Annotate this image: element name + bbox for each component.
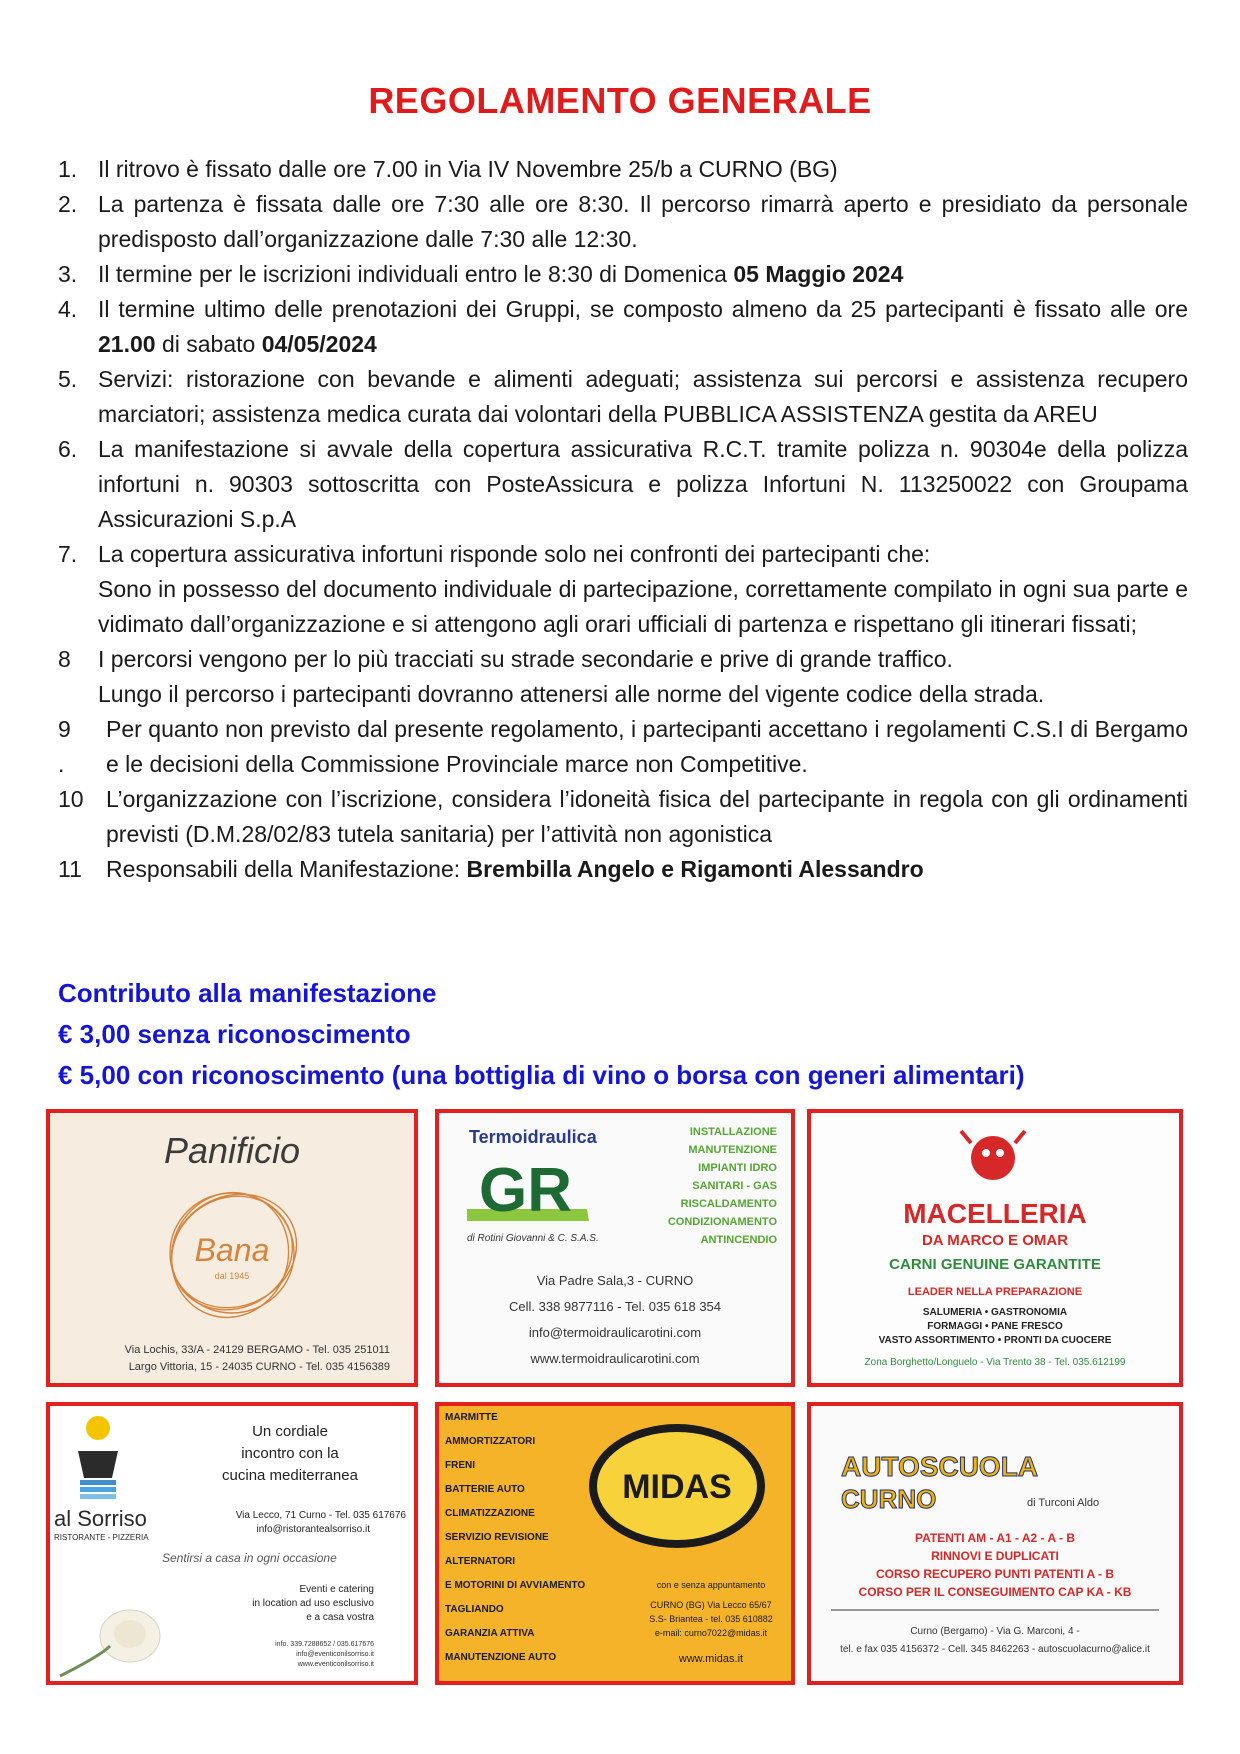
sorriso-info-web: www.eventiconilsorriso.it <box>297 1661 374 1668</box>
rule-text: Il ritrovo è fissato dalle ore 7.00 in Via IV Novembre 25/b a CURNO (BG) <box>98 156 838 182</box>
macelleria-owners: DA MARCO E OMAR <box>921 1232 1069 1249</box>
rule-item <box>58 782 1188 852</box>
termo-service: INSTALLAZIONE <box>689 1126 777 1138</box>
panificio-address-2: Largo Vittoria, 15 - 24035 CURNO - Tel. 035 4156389 <box>128 1361 390 1373</box>
sorriso-events-2: in location ad uso esclusivo <box>252 1598 374 1609</box>
termo-service: MANUTENZIONE <box>688 1144 777 1156</box>
autoscuola-licenses: PATENTI AM - A1 - A2 - A - B <box>915 1531 1075 1545</box>
midas-service: SERVIZIO REVISIONE <box>445 1532 549 1543</box>
rule-item <box>58 187 1188 257</box>
midas-service: BATTERIE AUTO <box>445 1484 525 1495</box>
macelleria-artwork <box>811 1113 1179 1383</box>
rule-number: 9 <box>58 716 71 742</box>
autoscuola-address: Curno (Bergamo) - Via G. Marconi, 4 - <box>910 1626 1080 1637</box>
termo-service: CONDIZIONAMENTO <box>667 1216 777 1228</box>
sorriso-address: Via Lecco, 71 Curno - Tel. 035 617676 <box>235 1510 406 1521</box>
rule-item <box>58 537 1188 642</box>
sorriso-greeting-1: Un cordiale <box>252 1423 328 1440</box>
rule-item <box>58 642 1188 712</box>
midas-service: TAGLIANDO <box>445 1604 504 1615</box>
midas-service: MANUTENZIONE AUTO <box>445 1652 557 1663</box>
termo-logo: GR <box>479 1156 572 1225</box>
rule-text-bold: Brembilla Angelo e Rigamonti Alessandro <box>466 856 924 882</box>
rule-number: 4. <box>58 296 78 322</box>
sorriso-type: RISTORANTE - PIZZERIA <box>54 1533 149 1542</box>
macelleria-products-3: VASTO ASSORTIMENTO • PRONTI DA CUOCERE <box>878 1335 1112 1346</box>
termo-service: IMPIANTI IDRO <box>698 1162 777 1174</box>
ad-autoscuola <box>807 1402 1183 1685</box>
sorriso-events-3: e a casa vostra <box>306 1612 374 1623</box>
midas-email: e-mail: curno7022@midas.it <box>654 1628 768 1638</box>
midas-website: www.midas.it <box>678 1653 744 1665</box>
rule-text: Il termine per le iscrizioni individuali entro le 8:30 di Domenica <box>98 261 734 287</box>
ad-termoidraulica <box>435 1109 795 1387</box>
panificio-since: dal 1945 <box>214 1271 250 1281</box>
rule-text: La partenza è fissata dalle ore 7:30 alle ore 8:30. Il percorso rimarrà aperto e presidiato da personale predisposto dall’organizzazione dalle 7:30 alle 12:30. <box>98 191 1188 252</box>
macelleria-products-2: FORMAGGI • PANE FRESCO <box>927 1321 1063 1332</box>
midas-address-2: S.S- Briantea - tel. 035 610882 <box>649 1614 773 1624</box>
contribution-price-full: € 5,00 con riconoscimento (una bottiglia di vino o borsa con generi alimentari) <box>58 1060 1025 1090</box>
sorriso-info-email: info@eventiconilsorriso.it <box>296 1651 374 1658</box>
rule-text: La copertura assicurativa infortuni risponde solo nei confronti dei partecipanti che: <box>98 541 931 567</box>
rules-list <box>58 152 1188 887</box>
rule-text-bold: 04/05/2024 <box>261 331 377 357</box>
termo-service: SANITARI - GAS <box>692 1180 777 1192</box>
termo-phone: Cell. 338 9877116 - Tel. 035 618 354 <box>508 1299 722 1314</box>
rule-item <box>58 362 1188 432</box>
rule-number: 10 <box>58 786 84 812</box>
ad-midas <box>435 1402 795 1685</box>
midas-service: GARANZIA ATTIVA <box>445 1628 535 1639</box>
sorriso-motto: Sentirsi a casa in ogni occasione <box>162 1551 337 1565</box>
autoscuola-artwork <box>811 1406 1179 1681</box>
ad-al-sorriso <box>46 1402 418 1685</box>
ad-macelleria <box>807 1109 1183 1387</box>
termo-address: Via Padre Sala,3 - CURNO <box>536 1273 694 1288</box>
termo-service: RISCALDAMENTO <box>680 1198 777 1210</box>
contribution-heading: Contributo alla manifestazione <box>58 978 437 1008</box>
rule-number: 8 <box>58 646 71 672</box>
rule-number: 6. <box>58 436 78 462</box>
rose-icon <box>60 1610 160 1676</box>
midas-appointment: con e senza appuntamento <box>656 1580 766 1590</box>
rule-text: Responsabili della Manifestazione: <box>106 856 467 882</box>
autoscuola-course-points: CORSO RECUPERO PUNTI PATENTI A - B <box>875 1567 1115 1581</box>
rule-number: 5. <box>58 366 78 392</box>
rule-text: Sono in possesso del documento individuale di partecipazione, correttamente compilato in ogni sua parte e vidimato dall’organizzazione e si attengono agli orari ufficiali di partenza e rispettano gli itinerari fissati; <box>98 576 1188 637</box>
rule-number: 2. <box>58 191 78 217</box>
rule-text: I percorsi vengono per lo più tracciati su strade secondarie e prive di grande traffico. <box>98 646 953 672</box>
rule-number: 1. <box>58 156 78 182</box>
termo-company: di Rotini Giovanni & C. S.A.S. <box>467 1233 599 1244</box>
rule-item <box>58 257 1188 292</box>
macelleria-address: Zona Borghetto/Longuelo - Via Trento 38 - Tel. 035.612199 <box>864 1357 1126 1368</box>
macelleria-products-1: SALUMERIA • GASTRONOMIA <box>922 1307 1068 1318</box>
sorriso-name: al Sorriso <box>54 1506 147 1531</box>
sorriso-artwork <box>50 1406 414 1681</box>
rule-item <box>58 432 1188 537</box>
midas-service: E MOTORINI DI AVVIAMENTO <box>445 1580 586 1591</box>
sorriso-events-1: Eventi e catering <box>299 1584 374 1595</box>
midas-service: ALTERNATORI <box>445 1556 515 1567</box>
rule-item <box>58 712 1188 782</box>
autoscuola-contacts: tel. e fax 035 4156372 - Cell. 345 8462263 - autoscuolacurno@alice.it <box>840 1644 1150 1655</box>
rule-number-suffix: . <box>58 751 65 777</box>
autoscuola-renewals: RINNOVI E DUPLICATI <box>931 1549 1059 1563</box>
rule-item <box>58 152 1188 187</box>
macelleria-tagline: CARNI GENUINE GARANTITE <box>889 1256 1101 1273</box>
rule-item <box>58 292 1188 362</box>
termo-service: ANTINCENDIO <box>700 1234 777 1246</box>
autoscuola-course-cap: CORSO PER IL CONSEGUIMENTO CAP KA - KB <box>858 1585 1132 1599</box>
midas-service: CLIMATIZZAZIONE <box>445 1508 535 1519</box>
contribution-box <box>58 973 1025 1096</box>
autoscuola-name-1: AUTOSCUOLA <box>841 1451 1039 1482</box>
panificio-brand: Bana <box>194 1232 270 1268</box>
ad-panificio <box>46 1109 418 1387</box>
termo-website: www.termoidraulicarotini.com <box>530 1351 700 1366</box>
contribution-price-basic: € 3,00 senza riconoscimento <box>58 1019 411 1049</box>
rule-text: Il termine ultimo delle prenotazioni dei Gruppi, se composto almeno da 25 partecipanti è fissato alle ore <box>98 296 1188 322</box>
rule-text: Servizi: ristorazione con bevande e alimenti adeguati; assistenza sui percorsi e assistenza recupero marciatori; assistenza medica curata dai volontari della PUBBLICA ASSISTENZA gestita da AREU <box>98 366 1188 427</box>
macelleria-name: MACELLERIA <box>903 1198 1087 1229</box>
bull-mascot-icon <box>961 1131 1025 1180</box>
midas-artwork <box>439 1406 791 1681</box>
sorriso-greeting-3: cucina mediterranea <box>222 1467 358 1484</box>
termo-artwork <box>439 1113 791 1383</box>
rule-number: 7. <box>58 541 78 567</box>
autoscuola-owner: di Turconi Aldo <box>1027 1497 1100 1509</box>
panificio-artwork <box>50 1113 414 1383</box>
sorriso-info-phone: info. 339.7288652 / 035.617676 <box>275 1641 374 1648</box>
rule-text-bold: 21.00 <box>98 331 156 357</box>
panificio-address-1: Via Lochis, 33/A - 24129 BERGAMO - Tel. 035 251011 <box>124 1344 390 1356</box>
termo-title: Termoidraulica <box>469 1127 597 1147</box>
midas-service: AMMORTIZZATORI <box>445 1436 536 1447</box>
autoscuola-name-2: CURNO <box>841 1484 937 1514</box>
sorriso-logo-icon <box>78 1416 118 1499</box>
panificio-title: Panificio <box>163 1130 301 1171</box>
rule-number: 11 <box>58 856 82 882</box>
rule-number: 3. <box>58 261 78 287</box>
termo-email: info@termoidraulicarotini.com <box>528 1325 702 1340</box>
rule-text-bold: 05 Maggio 2024 <box>733 261 904 287</box>
page-title: REGOLAMENTO GENERALE <box>368 80 872 121</box>
sorriso-greeting-2: incontro con la <box>241 1445 339 1462</box>
rule-item <box>58 852 1188 887</box>
midas-service: FRENI <box>445 1460 475 1471</box>
macelleria-leader: LEADER NELLA PREPARAZIONE <box>907 1286 1083 1298</box>
rule-text: La manifestazione si avvale della copertura assicurativa R.C.T. tramite polizza n. 90304e della polizza infortuni n. 90303 sottoscritta con PosteAssicura e polizza Infortuni N. 113250022 con Groupama Assicurazioni S.p.A <box>98 436 1188 532</box>
midas-service: MARMITTE <box>445 1412 498 1423</box>
rule-text: Per quanto non previsto dal presente regolamento, i partecipanti accettano i regolamenti C.S.I di Bergamo e le decisioni della Commissione Provinciale marce non Competitive. <box>106 716 1188 777</box>
rule-text: Lungo il percorso i partecipanti dovranno attenersi alle norme del vigente codice della strada. <box>98 681 1045 707</box>
midas-logo: MIDAS <box>622 1468 732 1506</box>
rule-text: di sabato <box>155 331 262 357</box>
midas-address-1: CURNO (BG) Via Lecco 65/67 <box>650 1600 772 1610</box>
sorriso-email: info@ristorantealsorriso.it <box>256 1524 370 1535</box>
rule-text: L’organizzazione con l’iscrizione, considera l’idoneità fisica del partecipante in regola con gli ordinamenti previsti (D.M.28/02/83 tutela sanitaria) per l’attività non agonistica <box>106 786 1188 847</box>
